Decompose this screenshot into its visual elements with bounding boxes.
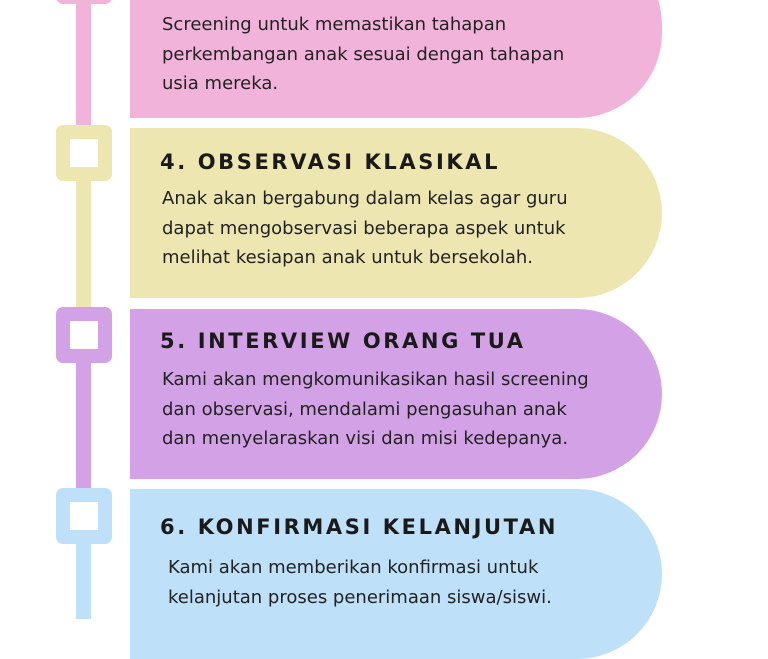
step-description-line: Screening untuk memastikan tahapan — [162, 14, 507, 35]
step-description-line: melihat kesiapan anak untuk bersekolah. — [162, 247, 534, 268]
step-description-line: Anak akan bergabung dalam kelas agar guru — [162, 188, 568, 209]
node-inner-square — [70, 321, 98, 349]
node-inner-square — [70, 139, 98, 167]
timeline-node-step-4 — [56, 125, 112, 181]
step-card-4 — [130, 128, 662, 298]
timeline-node-step-3 — [56, 0, 112, 4]
step-title: 4. OBSERVASI KLASIKAL — [160, 150, 501, 174]
step-description — [162, 184, 632, 273]
timeline-node-step-6 — [56, 488, 112, 544]
step-description-line: kelanjutan proses penerimaan siswa/siswi. — [168, 586, 552, 608]
step-title: 6. KONFIRMASI KELANJUTAN — [160, 515, 558, 539]
step-description-line: Kami akan memberikan konfirmasi untuk — [168, 557, 539, 578]
step-description-line: dapat mengobservasi beberapa aspek untuk — [162, 217, 566, 239]
step-description — [162, 10, 632, 99]
step-card-6 — [130, 489, 662, 659]
step-description — [162, 365, 632, 454]
timeline-node-step-5 — [56, 307, 112, 363]
step-title: 5. INTERVIEW ORANG TUA — [160, 329, 526, 353]
step-card-5 — [130, 309, 662, 479]
step-description-line: usia mereka. — [162, 73, 279, 94]
step-card-3 — [130, 0, 662, 118]
node-inner-square — [70, 502, 98, 530]
step-description-line: dan menyelaraskan visi dan misi kedepanya. — [162, 428, 569, 449]
timeline-line-step-3 — [76, 0, 91, 125]
step-description-line: dan observasi, mendalami pengasuhan anak — [162, 398, 567, 420]
step-description-line: Kami akan mengkomunikasikan hasil screening — [162, 369, 589, 390]
step-description — [168, 553, 638, 612]
step-description-line: perkembangan anak sesuai dengan tahapan — [162, 43, 565, 65]
